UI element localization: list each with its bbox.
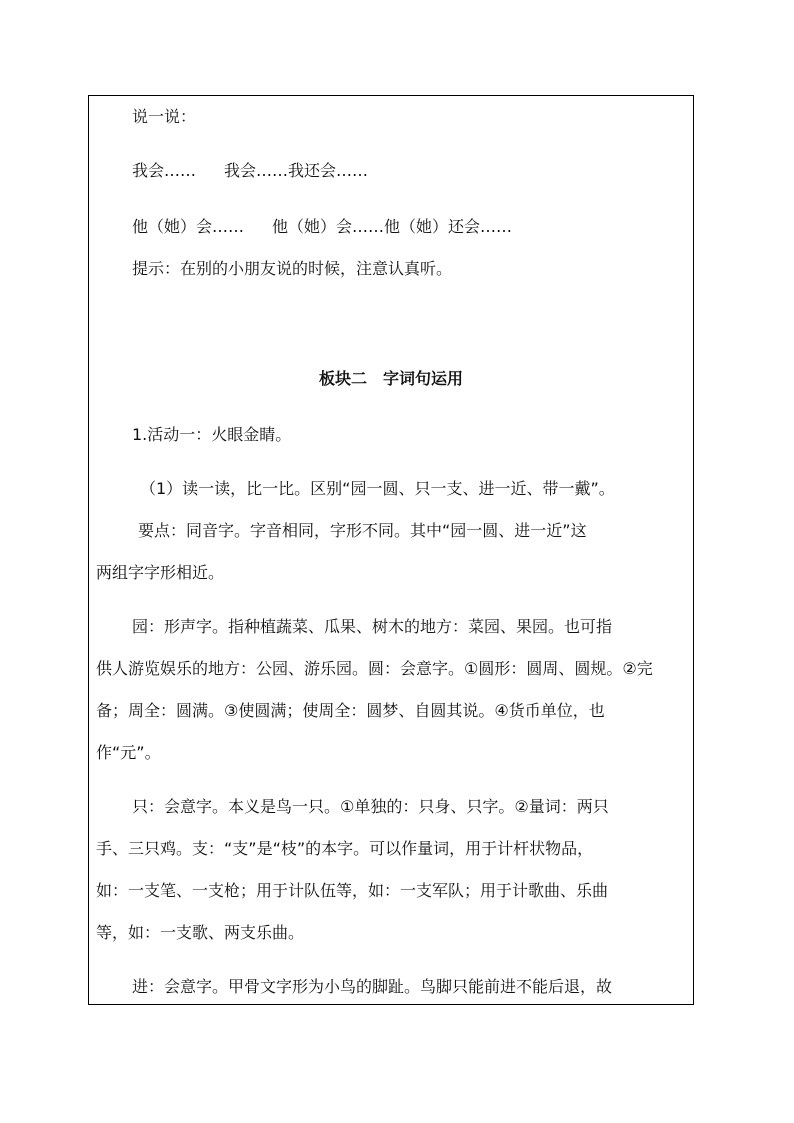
say-line-1 xyxy=(132,160,690,182)
zhi-line-1: 只：会意字。本义是鸟一只。①单独的：只身、只字。②量词：两只 xyxy=(132,797,609,816)
yuan-line-3: 备；周全：圆满。③使圆满；使周全：圆梦、自圆其说。④货币单位，也 xyxy=(96,701,605,720)
yuan-line-4: 作“元”。 xyxy=(96,743,161,762)
say-hint: 提示：在别的小朋友说的时候，注意认真听。 xyxy=(132,259,453,278)
say-line-2b: 他（她）会……他（她）还会…… xyxy=(272,217,513,236)
jin-line-1: 进：会意字。甲骨文字形为小鸟的脚趾。鸟脚只能前进不能后退，故 xyxy=(132,977,613,996)
zhi-line-3: 如：一支笔、一支枪；用于计队伍等，如：一支军队；用于计歌曲、乐曲 xyxy=(96,881,609,900)
key-point-line-1: 要点：同音字。字音相同，字形不同。其中“园一圆、进一近”这 xyxy=(138,521,587,540)
say-line-1b: 我会……我还会…… xyxy=(224,161,369,180)
activity-title: 1.活动一：火眼金睛。 xyxy=(132,425,292,444)
zhi-line-4: 等，如：一支歌、两支乐曲。 xyxy=(96,923,305,942)
say-title: 说一说： xyxy=(132,107,197,126)
key-point-line-2: 两组字字形相近。 xyxy=(96,563,225,582)
yuan-line-1: 园：形声字。指种植蔬菜、瓜果、树木的地方：菜园、果园。也可指 xyxy=(132,617,613,636)
question-1: （1）读一读，比一比。区别“园一圆、只一支、进一近、带一戴”。 xyxy=(140,479,615,498)
zhi-line-2: 手、三只鸡。支：“支”是“枝”的本字。可以作量词，用于计杆状物品， xyxy=(96,839,594,858)
yuan-line-2: 供人游览娱乐的地方：公园、游乐园。圆：会意字。①圆形：圆周、圆规。②完 xyxy=(96,659,653,678)
say-line-2 xyxy=(132,216,690,238)
section-heading: 板块二 字词句运用 xyxy=(318,369,463,388)
say-line-2a: 他（她）会…… xyxy=(132,217,245,236)
say-line-1a: 我会…… xyxy=(132,161,197,180)
